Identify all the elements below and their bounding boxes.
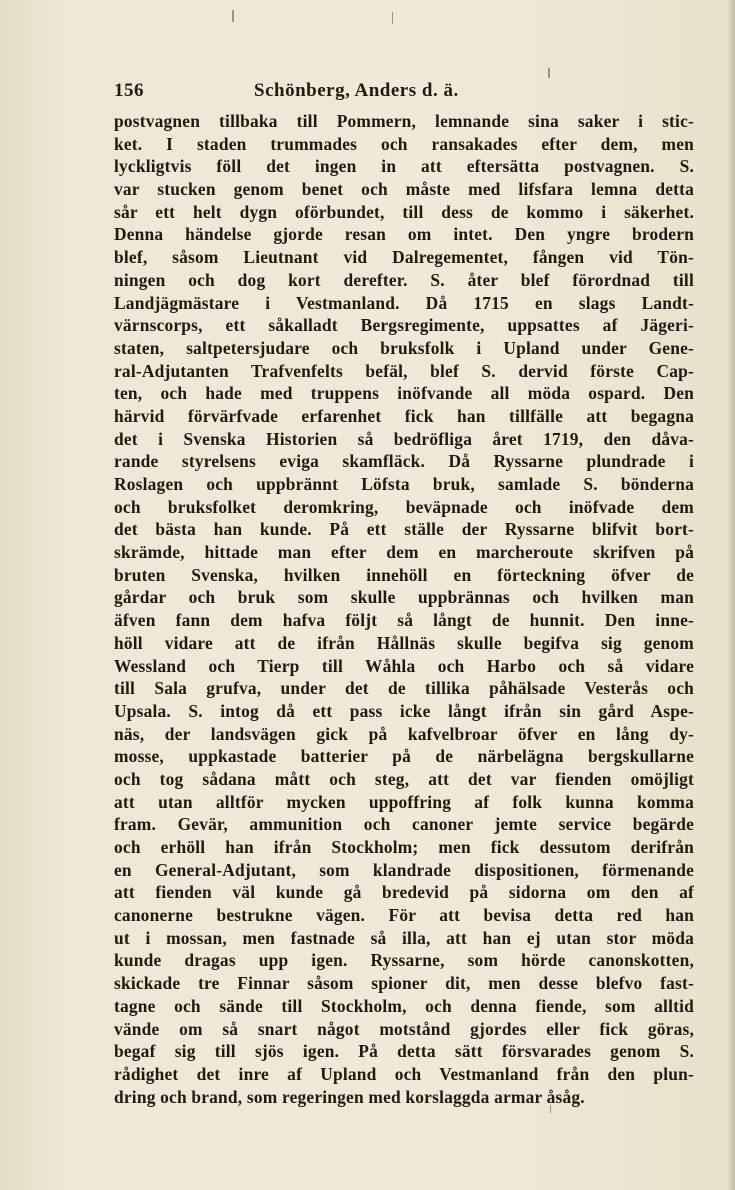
text-line: rådighet det inre af Upland och Vestmanland från den plun- <box>114 1063 694 1084</box>
text-line: och bruksfolket deromkring, beväpnade och inöfvade dem <box>114 496 694 517</box>
text-line: Roslagen och uppbrännt Löfsta bruk, samlade S. bönderna <box>114 474 694 494</box>
text-line: härvid förvärfvade erfarenhet fick han tillfälle att begagna <box>114 405 694 426</box>
text-line: att utan alltför mycken uppoffring af folk kunna komma <box>114 791 694 812</box>
text-line: canonerne bestrukne vägen. För att bevisa detta red han <box>114 905 694 926</box>
page-header <box>114 80 674 104</box>
text-line: rande styrelsens eviga skamfläck. Då Ryssarne plundrade i <box>114 451 694 472</box>
text-line: sår ett helt dygn oförbundet, till dess de kommo i säkerhet. <box>114 201 694 222</box>
text-line: och tog sådana mått och steg, att det var fienden omöjligt <box>114 768 694 789</box>
text-line: blef, såsom Lieutnant vid Dalregementet, fången vid Tön- <box>114 247 694 268</box>
text-line: kunde dragas upp igen. Ryssarne, som hörde canonskotten, <box>114 950 694 971</box>
text-line: skickade tre Finnar såsom spioner dit, men desse blefvo fast- <box>114 973 694 994</box>
text-line: värnscorps, ett såkalladt Bergsregimente, uppsattes af Jägeri- <box>114 315 694 336</box>
scan-speck <box>548 68 550 78</box>
text-line: det i Svenska Historien så bedröfliga året 1719, den dåva- <box>114 428 694 449</box>
page-number: 156 <box>114 80 144 101</box>
text-line: lyckligtvis föll det ingen in att eftersätta postvagnen. S. <box>114 156 694 177</box>
text-line: mosse, uppkastade batterier på de närbelägna bergskullarne <box>114 746 694 767</box>
text-line: näs, der landsvägen gick på kafvelbroar öfver en lång dy- <box>114 723 694 744</box>
text-line: dring och brand, som regeringen med korslaggda armar åsåg. <box>114 1086 585 1107</box>
running-head: Schönberg, Anders d. ä. <box>254 80 459 101</box>
text-line: Landjägmästare i Vestmanland. Då 1715 en slags Landt- <box>114 292 694 313</box>
text-line: begaf sig till sjös igen. På detta sätt försvarades genom S. <box>114 1041 694 1062</box>
text-line: tagne och sände till Stockholm, och denna fiende, som alltid <box>114 995 694 1016</box>
text-line: vände om så snart något motstånd gjordes eller fick göras, <box>114 1018 694 1039</box>
text-line: det bästa han kunde. På ett ställe der Ryssarne blifvit bort- <box>114 519 694 540</box>
text-line: Upsala. S. intog då ett pass icke långt ifrån sin gård Aspe- <box>114 700 694 721</box>
text-line: att fienden väl kunde gå bredevid på sidorna om den af <box>114 882 694 903</box>
text-line: ral-Adjutanten Trafvenfelts befäl, blef S. dervid förste Cap- <box>114 360 694 381</box>
scan-speck <box>232 10 234 22</box>
text-line: ningen och dog kort derefter. S. åter blef förordnad till <box>114 269 694 290</box>
scan-speck <box>392 12 393 24</box>
text-line: Denna händelse gjorde resan om intet. Den yngre brodern <box>114 224 694 245</box>
text-line: postvagnen tillbaka till Pommern, lemnande sina saker i stic- <box>114 111 694 131</box>
text-line: fram. Gevär, ammunition och canoner jemte service begärde <box>114 814 694 835</box>
text-line: var stucken genom benet och måste med lifsfara lemna detta <box>114 179 694 200</box>
text-line: ut i mossan, men fastnade så illa, att han ej utan stor möda <box>114 927 694 948</box>
text-line: bruten Svenska, hvilken innehöll en förteckning öfver de <box>114 564 694 585</box>
body-text <box>114 110 694 1108</box>
text-line: ket. I staden trummades och ransakades efter dem, men <box>114 133 694 154</box>
text-line: gårdar och bruk som skulle uppbrännas och hvilken man <box>114 587 694 608</box>
text-line: höll vidare att de ifrån Hållnäs skulle begifva sig genom <box>114 632 694 653</box>
text-line: Wessland och Tierp till Wåhla och Harbo och så vidare <box>114 655 694 676</box>
text-line: skrämde, hittade man efter dem en marcheroute skrifven på <box>114 542 694 563</box>
text-line: och erhöll han ifrån Stockholm; men fick dessutom derifrån <box>114 837 694 857</box>
page-edge-shadow <box>727 0 735 1190</box>
text-line: staten, saltpetersjudare och bruksfolk i Upland under Gene- <box>114 337 694 358</box>
text-line: ten, och hade med truppens inöfvande all möda ospard. Den <box>114 383 694 404</box>
text-line: en General-Adjutant, som klandrade dispositionen, förmenande <box>114 859 694 880</box>
text-line: till Sala grufva, under det de tillika påhälsade Vesterås och <box>114 678 694 699</box>
text-line: äfven fann dem hafva följt så långt de hunnit. Den inne- <box>114 610 694 631</box>
